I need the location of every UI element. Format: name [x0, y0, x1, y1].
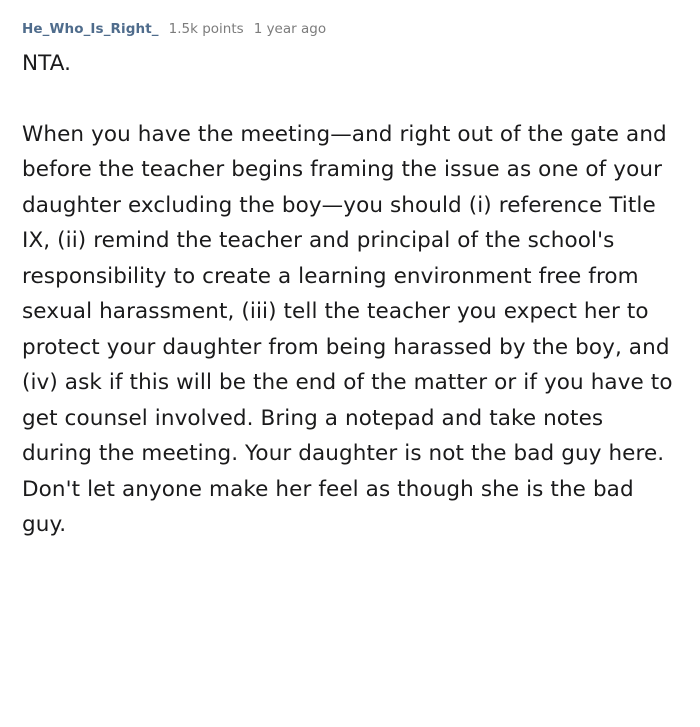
comment-body [22, 46, 678, 543]
comment-paragraph-main: When you have the meeting—and right out of the gate and before the teacher begins framing the issue as one of your daughter excluding the boy—you should (i) reference Title IX, (ii) remind the teacher and principal of the school's responsibility to create a learning environment free from sexual harassment, (iii) tell the teacher you expect her to protect your daughter from being harassed by the boy, and (iv) ask if this will be the end of the matter or if you have to get counsel involved. Bring a notepad and take notes during the meeting. Your daughter is not the bad guy here. Don't let anyone make her feel as though she is the bad guy. [22, 121, 673, 537]
comment-metadata [22, 20, 678, 38]
comment-timestamp: 1 year ago [253, 21, 327, 37]
comment-author-link[interactable]: He_Who_Is_Right_ [22, 21, 159, 37]
comment-paragraph-verdict: NTA. [22, 51, 72, 76]
comment-score: 1.5k points [168, 21, 244, 37]
